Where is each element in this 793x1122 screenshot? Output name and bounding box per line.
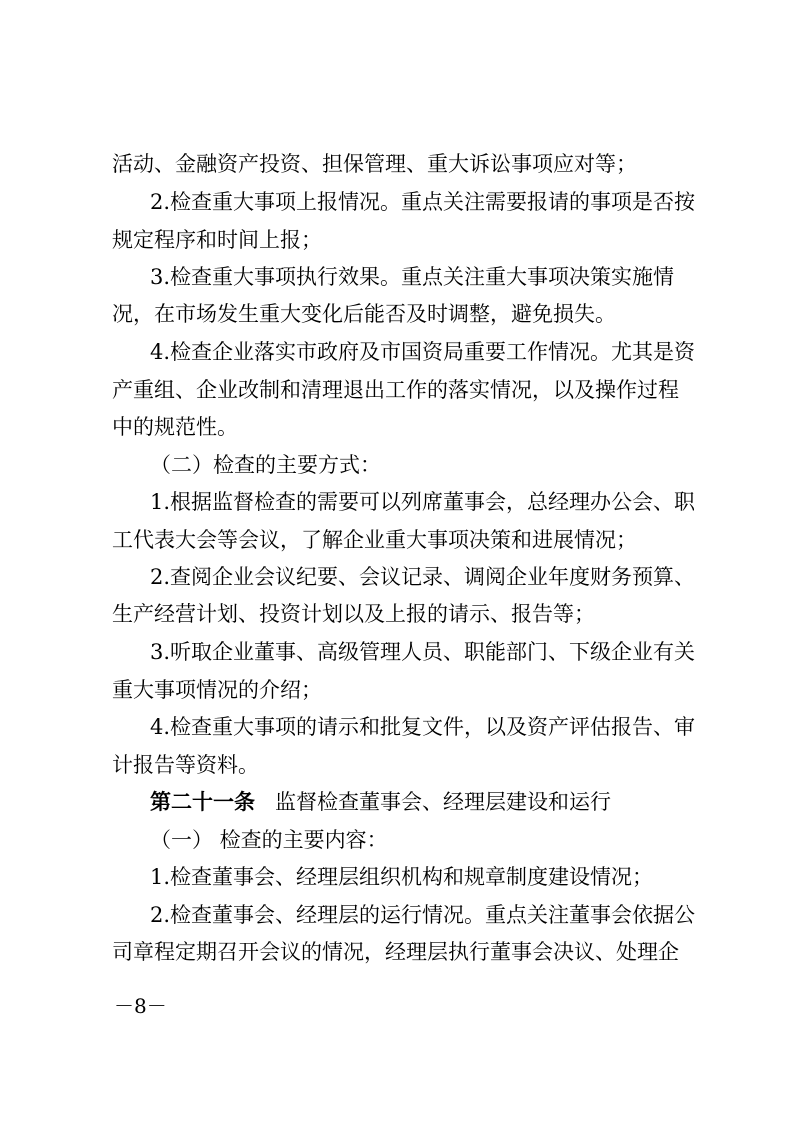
text-line: 2.检查重大事项上报情况。重点关注需要报请的事项是否按 xyxy=(150,190,696,214)
text-line: 计报告等资料。 xyxy=(112,753,259,777)
text-line: 2.查阅企业会议纪要、会议记录、调阅企业年度财务预算、 xyxy=(150,565,696,589)
text-line: 1.根据监督检查的需要可以列席董事会，总经理办公会、职 xyxy=(150,490,696,514)
text-line: 中的规范性。 xyxy=(112,415,238,439)
article-number: 第二十一条 xyxy=(150,789,255,814)
text-line: 重大事项情况的介绍； xyxy=(112,678,322,702)
text-line: 司章程定期召开会议的情况，经理层执行董事会决议、处理企 xyxy=(112,940,679,964)
text-line: 3.检查重大事项执行效果。重点关注重大事项决策实施情 xyxy=(150,265,675,289)
section-heading: （一） 检查的主要内容： xyxy=(150,828,388,852)
text-line: 况，在市场发生重大变化后能否及时调整，避免损失。 xyxy=(112,302,616,326)
text-line: 规定程序和时间上报； xyxy=(112,228,322,252)
text-line: 生产经营计划、投资计划以及上报的请示、报告等； xyxy=(112,602,595,626)
text-line: 产重组、企业改制和清理退出工作的落实情况，以及操作过程 xyxy=(112,378,679,402)
section-heading: （二）检查的主要方式： xyxy=(150,453,381,477)
article-title: 监督检查董事会、经理层建设和运行 xyxy=(275,790,611,814)
text-line: 3.听取企业董事、高级管理人员、职能部门、下级企业有关 xyxy=(150,640,696,664)
page-number: －8－ xyxy=(114,994,167,1018)
text-line: 4.检查重大事项的请示和批复文件，以及资产评估报告、审 xyxy=(150,715,696,739)
text-line: 活动、金融资产投资、担保管理、重大诉讼事项应对等； xyxy=(112,152,637,176)
text-line: 1.检查董事会、经理层组织机构和规章制度建设情况； xyxy=(150,865,654,889)
article-heading xyxy=(150,788,710,816)
text-line: 工代表大会等会议，了解企业重大事项决策和进展情况； xyxy=(112,528,637,552)
text-line: 4.检查企业落实市政府及市国资局重要工作情况。尤其是资 xyxy=(150,340,696,364)
text-line: 2.检查董事会、经理层的运行情况。重点关注董事会依据公 xyxy=(150,903,696,927)
